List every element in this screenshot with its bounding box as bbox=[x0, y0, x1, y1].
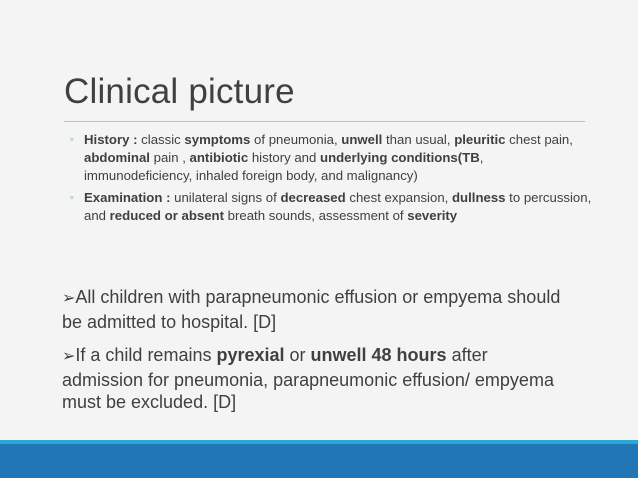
circle-bullet-icon: ◦ bbox=[70, 134, 74, 146]
pyrexial-text: If a child remains bbox=[75, 345, 217, 365]
footer-bar bbox=[0, 444, 638, 478]
history-bullet bbox=[70, 131, 595, 185]
examination-text: unilateral signs of bbox=[170, 190, 281, 205]
history-bold: abdominal bbox=[84, 150, 150, 165]
history-text: pain , bbox=[149, 150, 190, 165]
examination-text: breath sounds, assessment of bbox=[224, 208, 408, 223]
pyrexial-text: after admission for pneumonia, parapneumonic effusion/ empyema must be excluded. [D] bbox=[62, 345, 554, 412]
history-bold: pleuritic bbox=[454, 132, 506, 147]
history-text: than usual, bbox=[382, 132, 455, 147]
pyrexial-bold: unwell 48 hours bbox=[310, 345, 447, 365]
examination-bold: dullness bbox=[452, 190, 506, 205]
examination-label: Examination : bbox=[84, 190, 171, 205]
pyrexial-point bbox=[62, 344, 562, 414]
circle-bullet-icon: ◦ bbox=[70, 192, 74, 204]
examination-bold: reduced or absent bbox=[109, 208, 224, 223]
history-text: classic bbox=[137, 132, 185, 147]
examination-bold: severity bbox=[407, 208, 458, 223]
history-text: chest pain, bbox=[505, 132, 573, 147]
history-bold: antibiotic bbox=[189, 150, 249, 165]
arrow-bullet-icon: ➢ bbox=[62, 348, 76, 365]
history-text: history and bbox=[248, 150, 321, 165]
slide-title: Clinical picture bbox=[64, 72, 295, 111]
arrow-bullet-icon: ➢ bbox=[62, 290, 76, 307]
examination-text: to percussion, and bbox=[84, 190, 592, 223]
history-bold: underlying conditions(TB bbox=[320, 150, 480, 165]
admission-text: All children with parapneumonic effusion or empyema should be admitted to hospital. [D] bbox=[62, 287, 561, 332]
history-text: , immunodeficiency, inhaled foreign body, and malignancy) bbox=[84, 150, 484, 183]
history-bold: symptoms bbox=[184, 132, 251, 147]
examination-bold: decreased bbox=[280, 190, 346, 205]
pyrexial-bold: pyrexial bbox=[216, 345, 285, 365]
history-text: of pneumonia, bbox=[250, 132, 342, 147]
examination-bullet bbox=[70, 189, 595, 225]
history-bold: unwell bbox=[341, 132, 383, 147]
sub-bullet-list bbox=[70, 131, 595, 229]
admission-point bbox=[62, 286, 562, 333]
examination-text: chest expansion, bbox=[345, 190, 452, 205]
title-divider bbox=[64, 121, 585, 122]
pyrexial-text: or bbox=[284, 345, 311, 365]
history-label: History : bbox=[84, 132, 138, 147]
